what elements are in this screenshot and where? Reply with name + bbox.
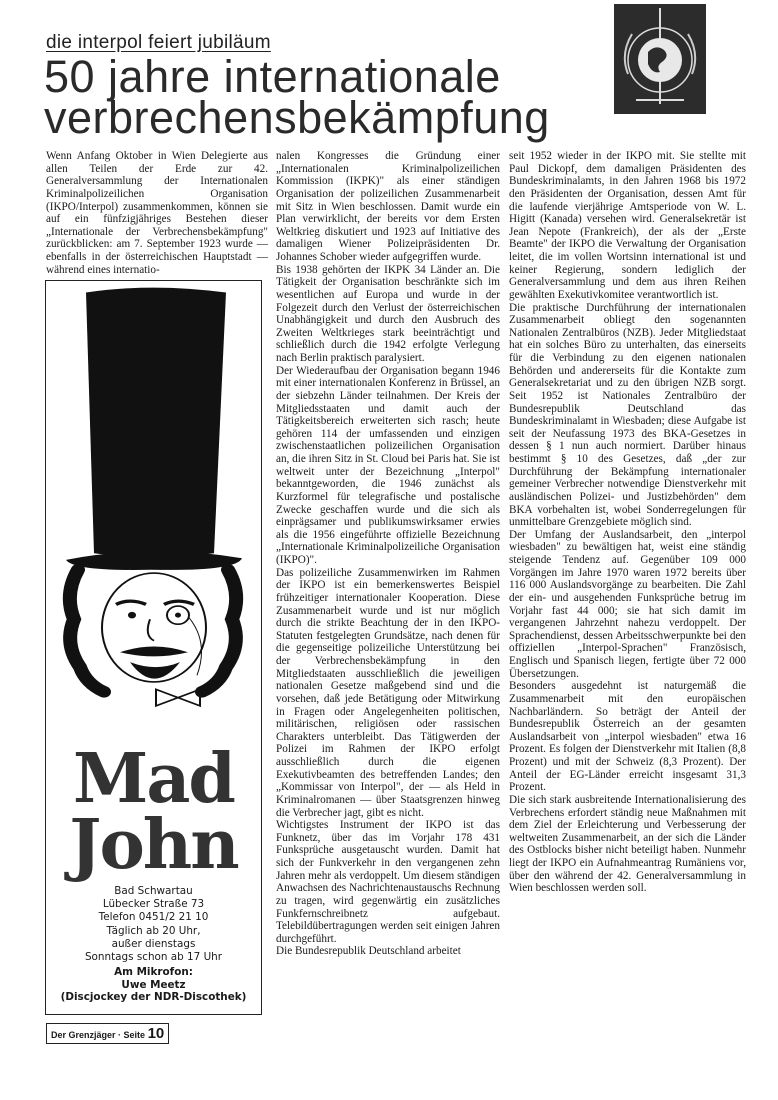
paragraph: seit 1952 wieder in der IKPO mit. Sie stellte mit Paul Dickopf, dem damaligen Präsidenten des Bundeskriminalamts, in den Jahren 1968 bis 1972 den Präsidenten der Organisation, dessen Amt für die laufende vierjährige Amtsperiode von W. L. Higitt (Kanada) versehen wird. Generalsekretär ist Jean Nepote (Frankreich), der als der „Erste Beamte" der IKPO die Verwaltung der Organisation leitet, die im vollen Wortsinn international ist und keiner Regierung, sondern lediglich der Generalversammlung und dem aus ihren Reihen gewählten Exekutivkomitee verantwortlich ist. [509, 150, 746, 301]
paragraph: Bis 1938 gehörten der IKPK 34 Länder an. Die Tätigkeit der Organisation beschränkte sich im wesentlichen auf Europa und wurde in der Folgezeit durch den Verlust der österreichischen Unabhängigkeit und durch den Ausbruch des Zweiten Weltkrieges stark beeinträchtigt und schließlich durch die 1942 erfolgte Verlegung nach Berlin praktisch paralysiert. [276, 263, 500, 364]
ad-line: außer dienstags [111, 938, 196, 951]
ad-name-mad: Mad [73, 739, 234, 819]
publication-name: Der Grenzjäger · Seite [51, 1030, 146, 1040]
column-1 [46, 150, 268, 276]
column-2 [276, 150, 500, 958]
article-title [44, 51, 550, 143]
interpol-seal-logo [614, 4, 706, 114]
paragraph: Wichtigstes Instrument der IKPO ist das Funknetz, über das im Vorjahr 178 431 Funksprüche ausgetauscht wurden. Damit hat sich der Funkverkehr in den vergangenen zehn Jahren mehr als verdoppelt. Um diesem ständigen Anwachsen des Nachrichtenaustauschs Rechnung zu tragen, wird gegenwärtig ein zusätzliches Funkfernschreibnetz aufgebaut. Telebildübertragungen werden seit einigen Jahren durchgeführt. [276, 819, 500, 945]
top-hat-man-illustration [46, 281, 260, 743]
paragraph: Der Umfang der Auslandsarbeit, den „interpol wiesbaden" zu bewältigen hat, weist eine ständig steigende Tendenz auf. Gegenüber 109 000 Vorgängen im Jahre 1970 waren 1972 bereits über 116 000 Auslandsvorgänge zu bearbeiten. Die Zahl der ein- und ausgehenden Funksprüche betrug im Vorjahr fast 44 000; sie hat sich damit im vergangenen Jahrzehnt nahezu verdoppelt. Der Sprachendienst, dessen Arbeitsschwerpunkte bei den offiziellen „Interpol-Sprachen" Französisch, Englisch und Spanisch liegen, fertigte über 72 000 Übersetzungen. [509, 528, 746, 680]
ad-line: Am Mikrofon: [114, 965, 193, 978]
page-footer [46, 1023, 169, 1044]
paragraph: nalen Kongresses die Gründung einer „Internationalen Kriminalpolizeilichen Kommission (IKPK)" als einer ständigen Organisation der polizeilichen Zusammenarbeit mit Sitz in Wien beschlossen. Damit wurde ein Plan verwirklicht, der bereits vor dem Ersten Weltkrieg diskutiert und 1923 auf Initiative des damaligen Wiener Polizeipräsidenten Dr. Johannes Schober wieder aufgegriffen wurde. [276, 150, 500, 263]
title-line: 50 jahre internationale [44, 51, 501, 102]
ad-name-john: John [69, 805, 238, 885]
mad-john-advertisement [45, 280, 262, 1015]
paragraph: Besonders ausgedehnt ist naturgemäß die Zusammenarbeit mit den europäischen Nachbarländern. So beträgt der Anteil der Bundesrepublik Österreich an der gesamten Auslandsarbeit von „interpol wiesbaden" etwa 16 Prozent. Es folgen der Dienstverkehr mit Italien (8,8 Prozent) und mit der Schweiz (8,3 Prozent). Der Anteil der EG-Länder erreicht insgesamt 31,3 Prozent. [509, 680, 746, 794]
column-3 [509, 150, 746, 895]
ad-line: Sonntags schon ab 17 Uhr [84, 950, 223, 963]
ad-line: Telefon 0451/2 21 10 [98, 910, 209, 923]
paragraph: Der Wiederaufbau der Organisation begann 1946 mit einer internationalen Konferenz in Brüssel, an der siebzehn Länder teilnahmen. Der Kreis der Mitgliedsstaaten und damit auch der Tätigkeitsbereich erweiterten sich rasch; heute gehören 114 der umfassenden und einzigen zwischenstaatlichen polizeilichen Organisation an, die ihren Sitz in St. Cloud bei Paris hat. Sie ist weltweit unter der Bezeichnung „Interpol" bekanntgeworden, die 1946 zunächst als Kurzformel für telegrafische und postalische Zwecke geschaffen wurde und die sich als einprägsamer und publikumswirksamer erwies als die 1956 eingeführte offizielle Bezeichnung „Internationale Kriminalpolizeiliche Organisation (IKPO)". [276, 364, 500, 566]
ad-line: Lübecker Straße 73 [102, 897, 205, 910]
paragraph: Die sich stark ausbreitende Internationalisierung des Verbrechens erfordert ständig neue Maßnahmen mit dem Ziel der Erleichterung und Verbesserung der weltweiten Zusammenarbeit, an der sich die Länder des Ostblocks bisher nicht beteiligt haben. Nunmehr liegt der IKPO ein Aufnahmeantrag Rumäniens vor, über den während der 42. Generalversammlung in Wien beschlossen werden soll. [509, 793, 746, 895]
ad-line: (Discjockey der NDR-Discothek) [60, 991, 247, 1004]
ad-line: Uwe Meetz [121, 978, 186, 991]
paragraph: Die Bundesrepublik Deutschland arbeitet [276, 945, 461, 958]
paragraph: Die praktische Durchführung der internationalen Zusammenarbeit obliegt den sogenannten Nationalen Zentralbüros (NZB). Jeder Mitgliedstaat hat ein solches Büro zu unterhalten, das einerseits für die Verbindung zu den eigenen nationalen Behörden und andererseits für die Kontakte zum Generalsekretariat und zu den übrigen NZB sorgt. Seit 1952 ist Nationales Zentralbüro der Bundesrepublik Deutschland das Bundeskriminalamt in Wiesbaden; diese Aufgabe ist seit der Neufassung 1973 des BKA-Gesetzes in dessen § 1 nun auch normiert. Darüber hinaus bestimmt § 10 des Gesetzes, daß „der zur Durchführung der Bekämpfung internationaler gemeiner Verbrecher notwendige Dienstverkehr mit ausländischen Polizei- und Justizbehörden" dem BKA vorbehalten ist, wobei Sonderregelungen für unmittelbare Grenzgebiete möglich sind. [509, 301, 746, 529]
ad-details [46, 885, 261, 1004]
ad-line: Täglich ab 20 Uhr, [106, 925, 201, 938]
paragraph: Das polizeiliche Zusammenwirken im Rahmen der IKPO ist ein bemerkenswertes Beispiel frühzeitiger internationaler Kooperation. Diese Zusammenarbeit wurde und ist nur möglich durch die strikte Beachtung der in den IKPO-Statuten festgelegten Grundsätze, nach denen für die gegenseitige polizeiliche Unterstützung bei der Verbrechensbekämpfung in den Mitgliedstaaten ausschließlich die jeweiligen nationalen Gesetze maßgebend sind und die vorsehen, daß jede Betätigung oder Mitwirkung in Fragen oder Angelegenheiten politischen, militärischen, religiösen oder rassischen Charakters unterbleibt. Das Tätigwerden der Polizei im Rahmen der IKPO erfolgt ausschließlich durch die eigenen Exekutivbeamten des betreffenden Landes; den „Kommissar von Interpol", der — als Held in Kriminalromanen — über Staatsgrenzen hinweg die Verbrecher jagt, gibt es nicht. [276, 566, 500, 819]
kicker-heading: die interpol feiert jubiläum [46, 32, 271, 53]
title-line: verbrechensbekämpfung [44, 92, 550, 143]
page-number: 10 [147, 1025, 165, 1042]
paragraph: Wenn Anfang Oktober in Wien Delegierte aus allen Teilen der Erde zur 42. Generalversammlung der Internationalen Kriminalpolizeilichen Organisation (IKPO/Interpol) zusammenkommen, können sie auf ein fünfzigjähriges Bestehen dieser „Internationale der Verbrechensbekämpfung" zurückblicken: am 7. September 1923 wurde — ebenfalls in der österreichischen Hauptstadt — während eines internatio- [46, 150, 268, 276]
ad-line: Bad Schwartau [114, 885, 193, 897]
